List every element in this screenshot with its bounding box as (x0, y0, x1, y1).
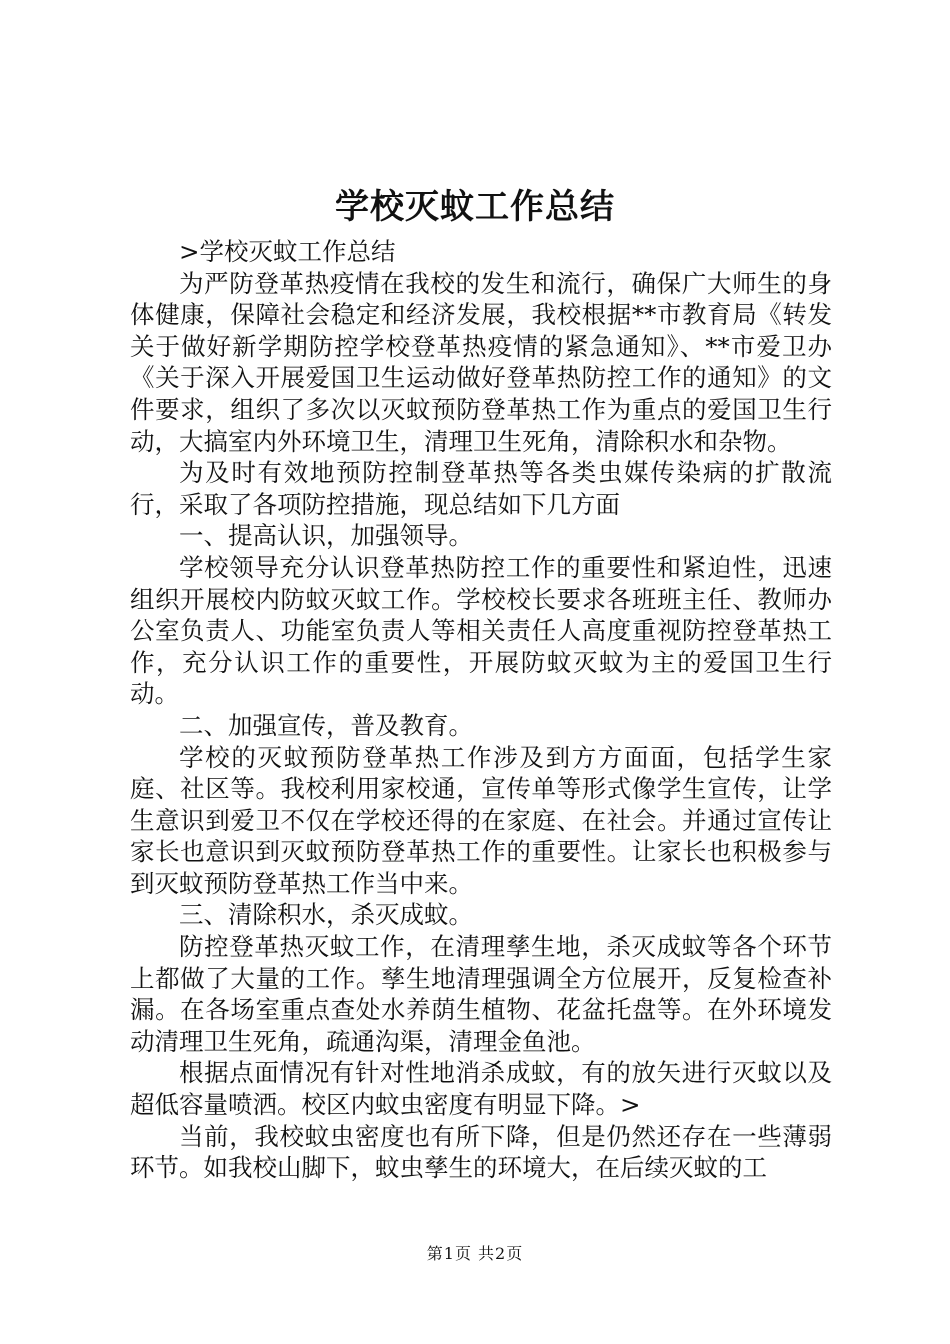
section-heading: 一、提高认识，加强领导。 (179, 521, 473, 551)
paragraph: 防控登革热灭蚊工作，在清理孳生地，杀灭成蚊等各个环节上都做了大量的工作。孳生地清理强调全方位展开，反复检查补漏。在各场室重点查处水养荫生植物、花盆托盘等。在外环境发动清理卫生死角，疏通沟渠，清理金鱼池。 (130, 932, 832, 1056)
section-heading: 三、清除积水，杀灭成蚊。 (179, 900, 473, 930)
paragraph: 当前，我校蚊虫密度也有所下降，但是仍然还存在一些薄弱环节。如我校山脚下，蚊虫孳生的环境大，在后续灭蚊的工 (130, 1121, 832, 1183)
paragraph: 学校的灭蚊预防登革热工作涉及到方方面面，包括学生家庭、社区等。我校利用家校通，宣传单等形式像学生宣传，让学生意识到爱卫不仅在学校还得的在家庭、在社会。并通过宣传让家长也意识到灭蚊预防登革热工作的重要性。让家长也积极参与到灭蚊预防登革热工作当中来。 (130, 742, 832, 898)
paragraph: 学校领导充分认识登革热防控工作的重要性和紧迫性，迅速组织开展校内防蚊灭蚊工作。学校校长要求各班班主任、教师办公室负责人、功能室负责人等相关责任人高度重视防控登革热工作，充分认识工作的重要性，开展防蚊灭蚊为主的爱国卫生行动。 (130, 552, 832, 709)
paragraph: 为严防登革热疫情在我校的发生和流行，确保广大师生的身体健康，保障社会稳定和经济发展，我校根据**市教育局《转发关于做好新学期防控学校登革热疫情的紧急通知》、**市爱卫办《关于深入开展爱国卫生运动做好登革热防控工作的通知》的文件要求，组织了多次以灭蚊预防登革热工作为重点的爱国卫生行动，大搞室内外环境卫生，清理卫生死角，清除积水和杂物。 (130, 268, 832, 456)
paragraph: >学校灭蚊工作总结 (179, 237, 396, 266)
page-number: 第1页 共2页 (426, 1244, 524, 1263)
document-title: 学校灭蚊工作总结 (335, 187, 615, 227)
document-body (130, 236, 832, 1184)
paragraph: 为及时有效地预防控制登革热等各类虫媒传染病的扩散流行，采取了各项防控措施，现总结如下几方面 (130, 458, 832, 519)
section-heading: 二、加强宣传，普及教育。 (179, 710, 473, 740)
paragraph: 根据点面情况有针对性地消杀成蚊，有的放矢进行灭蚊以及超低容量喷洒。校区内蚊虫密度有明显下降。> (130, 1058, 832, 1120)
